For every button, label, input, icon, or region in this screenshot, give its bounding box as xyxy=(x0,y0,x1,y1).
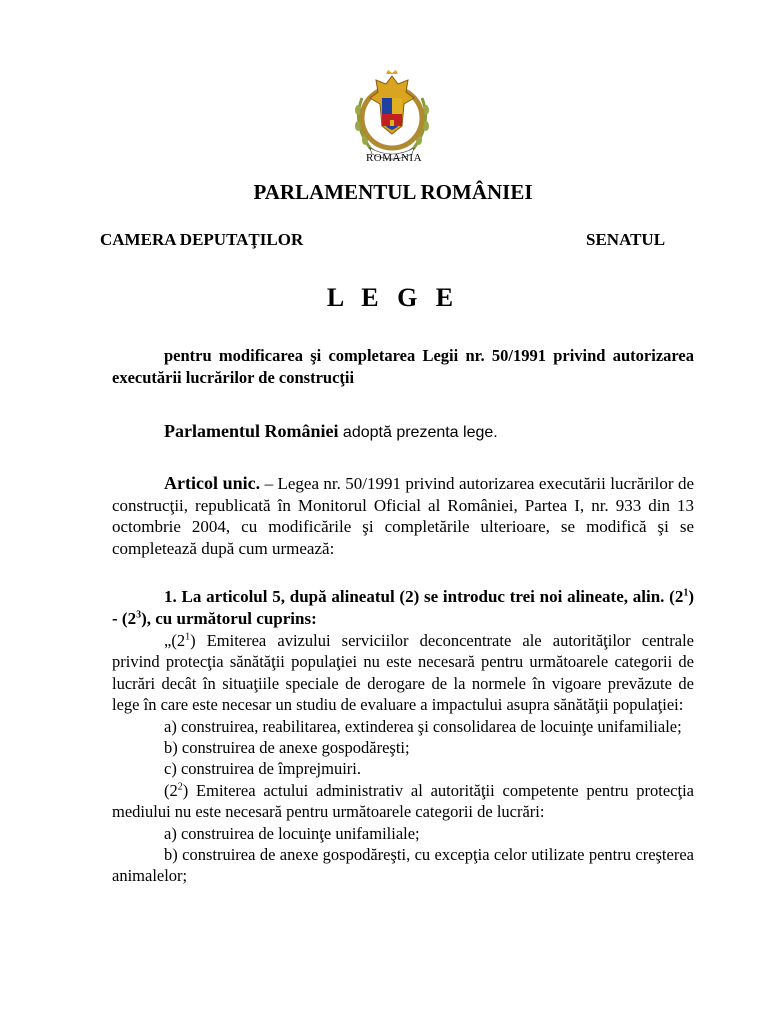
list-item: b) construirea de anexe gospodăreşti, cu excepţia celor utilizate pentru creşterea animalelor; xyxy=(112,845,694,886)
adoption-subject: Parlamentul României xyxy=(164,421,339,441)
romanian-coat-of-arms-icon xyxy=(348,68,436,164)
senate-label: SENATUL xyxy=(586,230,666,249)
adoption-rest: adoptă prezenta lege. xyxy=(338,424,498,441)
document-type-heading: L E G E xyxy=(326,283,460,312)
list-item: a) construirea de locuinţe unifamiliale; xyxy=(164,823,420,843)
adoption-statement xyxy=(112,421,694,444)
article-label: Articol unic. xyxy=(164,473,261,493)
paragraph-2-1: $„(2^1)$ Emiterea avizului serviciilor deconcentrate ale autorităţilor centrale privind protecţia sănătăţii populaţiei nu este necesară pentru următoarele categorii de lucrări decât în situaţiile speciale de derogare de la normele în vigoare prevăzute de lege în care este necesar un studiu de evaluare a impactului asupra sănătăţii populaţiei: xyxy=(112,631,694,715)
article-text: – Legea nr. 50/1991 privind autorizarea executării lucrărilor de construcţii, republicată în Monitorul Oficial al României, Partea I, nr. 933 din 13 octombrie 2004, cu modificările şi completările ulterioare, se modifică şi se completează după cum urmează: xyxy=(112,474,694,558)
article-unic xyxy=(112,473,694,559)
list-item: c) construirea de împrejmuiri. xyxy=(164,759,362,779)
law-title: pentru modificarea şi completarea Legii nr. 50/1991 privind autorizarea executării lucrărilor de construcţii xyxy=(112,346,694,387)
emblem-caption: ROMANIA xyxy=(365,152,423,164)
point-1-heading: 1. La articolul 5, după alineatul (2) se introduc trei noi alineate, alin. $(2^1) - (2^3)$, cu următorul cuprins: xyxy=(112,587,694,628)
amendment-body xyxy=(112,630,694,887)
list-item: a) construirea, reabilitarea, extinderea şi consolidarea de locuinţe unifamiliale; xyxy=(164,716,682,736)
paragraph-2-2: $(2^2)$ Emiterea actului administrativ al autorităţii competente pentru protecţia mediului nu este necesară pentru următoarele categorii de lucrări: xyxy=(112,780,694,822)
chamber-deputies-label: CAMERA DEPUTAŢILOR xyxy=(100,230,304,249)
parliament-heading: PARLAMENTUL ROMÂNIEI xyxy=(253,180,533,204)
list-item: b) construirea de anexe gospodăreşti; xyxy=(164,738,410,758)
